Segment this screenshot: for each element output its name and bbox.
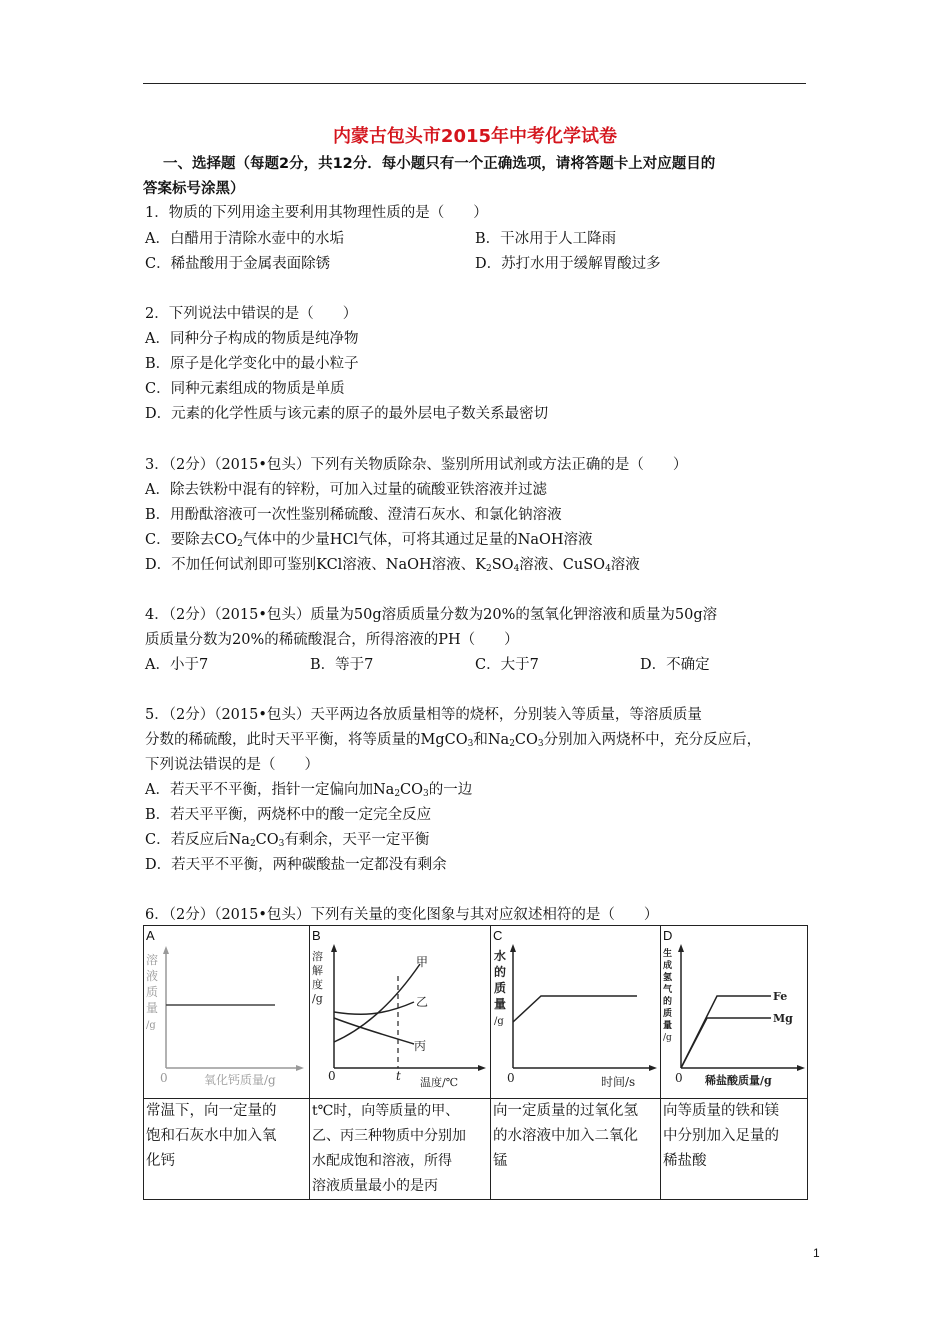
q4-option-d: D．不确定: [640, 657, 710, 673]
q6-cell-d: [661, 926, 808, 1099]
graph-c-ylabel-3: 量: [494, 997, 507, 1011]
q2-option-c: C．同种元素组成的物质是单质: [145, 381, 345, 397]
graph-c-xlabel: 时间/s: [601, 1075, 636, 1089]
graph-a: [144, 926, 310, 1098]
q6-desc-b: [310, 1099, 491, 1200]
graph-d-ylabel-0: 生: [663, 949, 673, 959]
graph-b-ylabel-2: 度: [312, 978, 323, 991]
graph-a-origin: 0: [160, 1071, 168, 1085]
page-title: 内蒙古包头市2015年中考化学试卷: [332, 126, 618, 147]
q3-option-d: D．不加任何试剂即可鉴别KCl溶液、NaOH溶液、$K_2SO_4$溶液、CuSO$_4$溶液: [145, 557, 640, 574]
q5-stem-line1: 5．（2分）（2015•包头）天平两边各放质量相等的烧杯，分别装入等质量，等溶质质量: [145, 707, 702, 723]
graph-a-x-arrow: [296, 1065, 304, 1071]
q6-desc-d: [661, 1099, 808, 1200]
graph-c: [491, 926, 661, 1098]
graph-a-ylabel-1: 液: [146, 969, 159, 983]
graph-c-x-arrow: [649, 1065, 657, 1071]
q2-option-b: B．原子是化学变化中的最小粒子: [145, 356, 359, 372]
q1-option-b: B．干冰用于人工降雨: [475, 231, 617, 247]
graph-a-ylabel-0: 溶: [146, 953, 159, 967]
graph-d-ylabel-2: 氢: [663, 973, 673, 983]
header-rule: [143, 83, 806, 84]
desc-d-line-1: 向等质量的铁和镁: [663, 1103, 779, 1119]
graph-a-ylabel-3: 量: [146, 1001, 159, 1015]
q6-stem: 6．（2分）（2015•包头）下列有关量的变化图象与其对应叙述相符的是（ ）: [145, 907, 659, 923]
desc-a-line-3: 化钙: [146, 1153, 175, 1169]
desc-c-line-2: 的水溶液中加入二氧化: [493, 1128, 638, 1144]
q6-desc-c: [491, 1099, 661, 1200]
desc-c-line-1: 向一定质量的过氧化氢: [493, 1103, 638, 1119]
q6-cell-a: [144, 926, 310, 1099]
desc-a-line-1: 常温下，向一定量的: [146, 1103, 277, 1119]
q3-stem: 3．（2分）（2015•包头）下列有关物质除杂、鉴别所用试剂或方法正确的是（ ）: [145, 457, 688, 473]
desc-d-line-3: 稀盐酸: [663, 1153, 707, 1169]
graph-d-series-mg: Mg: [773, 1012, 793, 1025]
graph-d-origin: 0: [675, 1071, 683, 1085]
q4-option-a: A．小于7: [145, 657, 209, 673]
graph-b-xlabel: 温度/℃: [420, 1076, 459, 1089]
q2-stem: 2．下列说法中错误的是（ ）: [145, 306, 358, 322]
q2-option-d: D．元素的化学性质与该元素的原子的最外层电子数关系最密切: [145, 406, 549, 422]
graph-d-y-arrow: [678, 944, 684, 952]
cell-d-label: D: [663, 928, 673, 943]
q3-option-a: A．除去铁粉中混有的锌粉，可加入过量的硫酸亚铁溶液并过滤: [145, 482, 547, 498]
q4-stem-line2: 质质量分数为20%的稀硫酸混合，所得溶液的PH（ ）: [145, 632, 519, 648]
desc-a-line-2: 饱和石灰水中加入氧: [146, 1128, 277, 1144]
q5-stem-line2: 分数的稀硫酸，此时天平平衡，将等质量的MgCO$_3$和$Na_2CO_3$分别加入两烧杯中，充分反应后，: [145, 732, 762, 749]
graph-a-ylabel-2: 质: [146, 985, 159, 999]
graph-a-xlabel: 氧化钙质量/g: [204, 1073, 276, 1087]
graph-d-ylabel-5: 质: [663, 1009, 673, 1019]
graph-b-ylabel-0: 溶: [312, 950, 323, 963]
q5-option-b: B．若天平平衡，两烧杯中的酸一定完全反应: [145, 807, 432, 823]
desc-b-line-2: 乙、丙三种物质中分别加: [312, 1128, 466, 1144]
q2-option-a: A．同种分子构成的物质是纯净物: [145, 331, 359, 347]
graph-c-ylabel-0: 水: [494, 949, 507, 963]
section-heading: [143, 152, 813, 202]
q3-option-c: C．要除去$CO_2$气体中的少量HCl气体，可将其通过足量的NaOH溶液: [145, 532, 593, 549]
q1-option-d: D．苏打水用于缓解胃酸过多: [475, 256, 661, 272]
q5-option-c: C．若反应后$Na_2CO_3$有剩余，天平一定平衡: [145, 832, 430, 849]
desc-b-line-1: t℃时，向等质量的甲、: [312, 1103, 460, 1119]
graph-b-ylabel-1: 解: [312, 964, 323, 977]
q4-option-c: C．大于7: [475, 657, 539, 673]
cell-a-label: A: [146, 928, 155, 943]
q3-option-b: B．用酚酞溶液可一次性鉴别稀硫酸、澄清石灰水、和氯化钠溶液: [145, 507, 562, 523]
q6-cell-c: [491, 926, 661, 1099]
graph-d-series-fe: Fe: [773, 990, 788, 1003]
page-number: 1: [813, 1246, 820, 1260]
graph-d-ylabel-1: 成: [663, 961, 673, 971]
graph-b-curve-yi: [334, 1002, 414, 1014]
graph-d-curve-mg: [681, 1018, 771, 1068]
graph-d-xlabel: 稀盐酸质量/g: [705, 1074, 772, 1087]
cell-b-label: B: [312, 928, 321, 943]
graph-b-origin: 0: [328, 1069, 336, 1083]
graph-d-ylabel-3: 气: [663, 985, 673, 995]
q5-option-d: D．若天平不平衡，两种碳酸盐一定都没有剩余: [145, 857, 447, 873]
graph-b: [310, 926, 491, 1098]
cell-c-label: C: [493, 928, 503, 943]
desc-b-line-3: 水配成饱和溶液，所得: [312, 1153, 452, 1169]
graph-a-yunit: /g: [146, 1020, 156, 1031]
q5-stem-line3: 下列说法错误的是（ ）: [145, 757, 319, 773]
q1-stem: 1．物质的下列用途主要利用其物理性质的是（ ）: [145, 205, 488, 221]
graph-b-curve-bing: [334, 1018, 414, 1044]
desc-c-line-3: 锰: [493, 1153, 508, 1169]
graph-b-series-yi: 乙: [416, 995, 429, 1009]
graph-b-x-arrow: [478, 1065, 486, 1071]
graph-d-ylabel-4: 的: [663, 997, 673, 1007]
graph-d-ylabel-6: 量: [663, 1021, 673, 1031]
graph-b-y-arrow: [331, 944, 337, 952]
graph-d-x-arrow: [797, 1065, 805, 1071]
q6-desc-a: [144, 1099, 310, 1200]
q5-option-a: A．若天平不平衡，指针一定偏向加$Na_2CO_3$的一边: [145, 782, 473, 799]
q1-option-a: A．白醋用于清除水壶中的水垢: [145, 231, 344, 247]
q6-graph-table: [143, 925, 808, 1200]
graph-b-series-jia: 甲: [416, 955, 429, 969]
graph-d-yunit: /g: [663, 1033, 672, 1043]
q6-cell-b: [310, 926, 491, 1099]
q4-option-b: B．等于7: [310, 657, 374, 673]
graph-b-yunit: /g: [312, 992, 323, 1005]
graph-b-series-bing: 丙: [414, 1039, 427, 1053]
graph-b-curve-jia: [334, 964, 420, 1042]
graph-d: [661, 926, 808, 1098]
section-heading-line2: 答案标号涂黑）: [143, 181, 245, 197]
desc-b-line-4: 溶液质量最小的是丙: [312, 1178, 438, 1194]
graph-c-origin: 0: [507, 1071, 515, 1085]
q4-stem-line1: 4．（2分）（2015•包头）质量为50g溶质质量分数为20%的氢氧化钾溶液和质量为50g溶: [145, 607, 718, 623]
graph-c-y-arrow: [510, 944, 516, 952]
graph-c-yunit: /g: [494, 1016, 504, 1027]
desc-d-line-2: 中分别加入足量的: [663, 1128, 779, 1144]
graph-d-curve-fe: [681, 996, 771, 1068]
graph-c-curve: [513, 996, 637, 1022]
graph-b-tick-t: t: [396, 1069, 401, 1083]
graph-c-ylabel-2: 质: [494, 981, 507, 995]
section-heading-line1: 一、选择题（每题2分，共12分．每小题只有一个正确选项，请将答题卡上对应题目的: [163, 156, 716, 172]
q1-option-c: C．稀盐酸用于金属表面除锈: [145, 256, 331, 272]
graph-c-ylabel-1: 的: [494, 965, 507, 979]
graph-a-y-arrow: [163, 946, 169, 954]
